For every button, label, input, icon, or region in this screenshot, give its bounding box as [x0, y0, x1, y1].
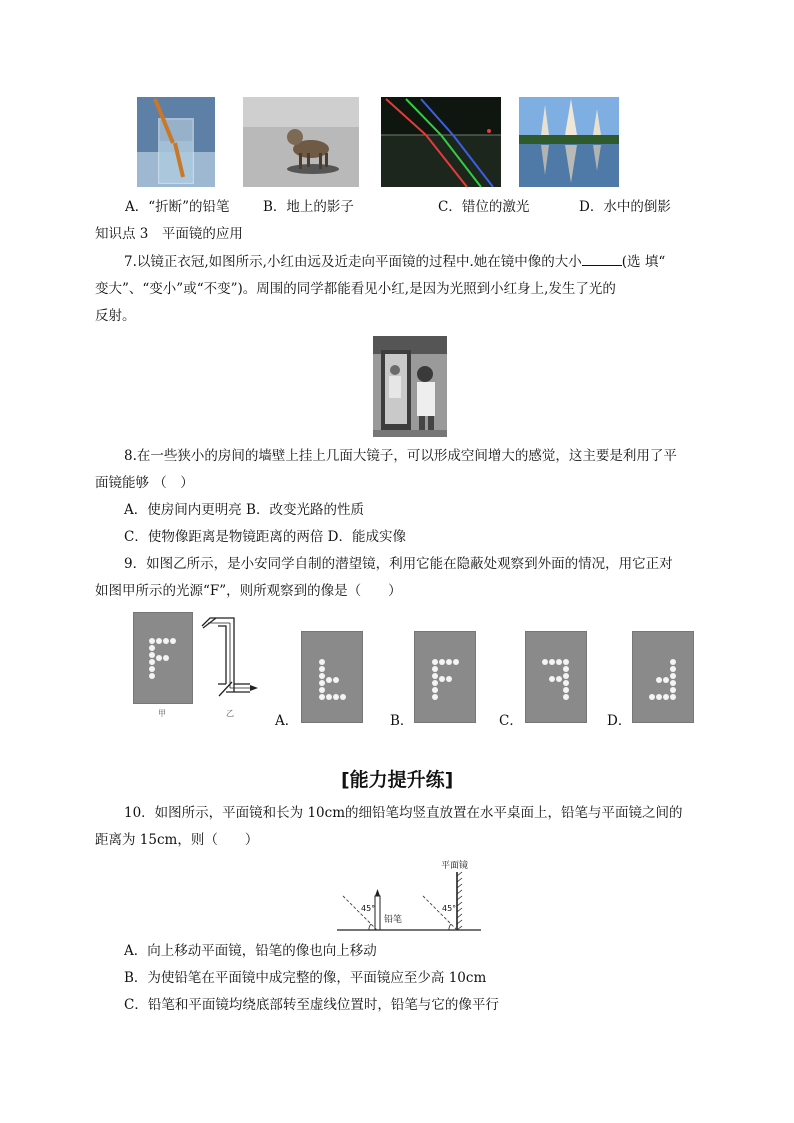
question-7-line-3: 反射。 [95, 308, 136, 324]
q9-option-a-label: A． [275, 713, 299, 729]
option-c-caption: C．错位的激光 [438, 199, 530, 215]
option-a-caption: A．“折断”的铅笔 [125, 199, 230, 215]
question-8-options-ab: A．使房间内更明亮 B．改变光路的性质 [124, 502, 364, 518]
question-8-line-2: 面镜能够 （ ） [95, 475, 194, 491]
section-heading: 知识点 3 平面镜的应用 [95, 226, 243, 242]
question-10-option-a: A．向上移动平面镜，铅笔的像也向上移动 [124, 943, 377, 959]
question-10-line-1: 10．如图所示，平面镜和长为 10cm的细铅笔均竖直放置在水平桌面上，铅笔与平面镜之间的 [124, 805, 683, 821]
mirror-pencil-diagram [335, 856, 485, 936]
option-a-image [301, 631, 363, 723]
pencil-in-water-photo [137, 97, 215, 187]
q7-text-part1: 7.以镜正衣冠,如图所示,小红由远及近走向平面镜的过程中.她在镜中像的大小 [124, 254, 582, 270]
periscope-diagram [200, 616, 260, 710]
option-d-caption: D．水中的倒影 [579, 199, 671, 215]
figure-label-jia: 甲 [158, 709, 166, 718]
laser-photo [381, 97, 501, 187]
question-8-line-1: 8.在一些狭小的房间的墙壁上挂上几面大镜子，可以形成空间增大的感觉，这主要是利用了平 [124, 448, 677, 464]
question-7-line-2: 变大”、“变小”或“不变”)。周围的同学都能看见小红,是因为光照到小红身上,发生了光的 [95, 281, 616, 297]
answer-blank [582, 251, 622, 266]
label-plane-mirror: 平面镜 [441, 861, 469, 871]
option-c-image [525, 631, 587, 723]
question-7-line-1 [124, 251, 665, 272]
q7-text-part2: (选 填“ [621, 254, 666, 270]
question-10-option-c: C．铅笔和平面镜均绕底部转至虚线位置时，铅笔与它的像平行 [124, 997, 499, 1013]
dog-shadow-photo [243, 97, 359, 187]
option-b-caption: B．地上的影子 [263, 199, 354, 215]
label-angle-mirror: 45° [442, 904, 457, 913]
question-9-line-1: 9．如图乙所示，是小安同学自制的潜望镜，利用它能在隐蔽处观察到外面的情况，用它正对 [124, 556, 673, 572]
mirror-girl-photo [373, 336, 447, 437]
reflection-photo [519, 97, 619, 187]
q9-option-c-label: C． [499, 713, 523, 729]
q9-option-b-label: B． [390, 713, 414, 729]
question-9-line-2: 如图甲所示的光源“F”，则所观察到的像是（ ） [95, 583, 402, 599]
label-angle-pencil: 45° [361, 904, 376, 913]
light-source-f-figure [133, 612, 193, 704]
ability-section-title: [能力提升练] [341, 769, 454, 791]
question-8-options-cd: C．使物像距离是物镜距离的两倍 D．能成实像 [124, 529, 406, 545]
question-10-line-2: 距离为 15cm，则（ ） [95, 832, 259, 848]
figure-label-yi: 乙 [226, 709, 234, 718]
question-10-option-b: B．为使铅笔在平面镜中成完整的像，平面镜应至少高 10cm [124, 970, 487, 986]
option-d-image [632, 631, 694, 723]
option-b-image [414, 631, 476, 723]
q9-option-d-label: D． [607, 713, 632, 729]
label-pencil: 铅笔 [384, 915, 403, 925]
